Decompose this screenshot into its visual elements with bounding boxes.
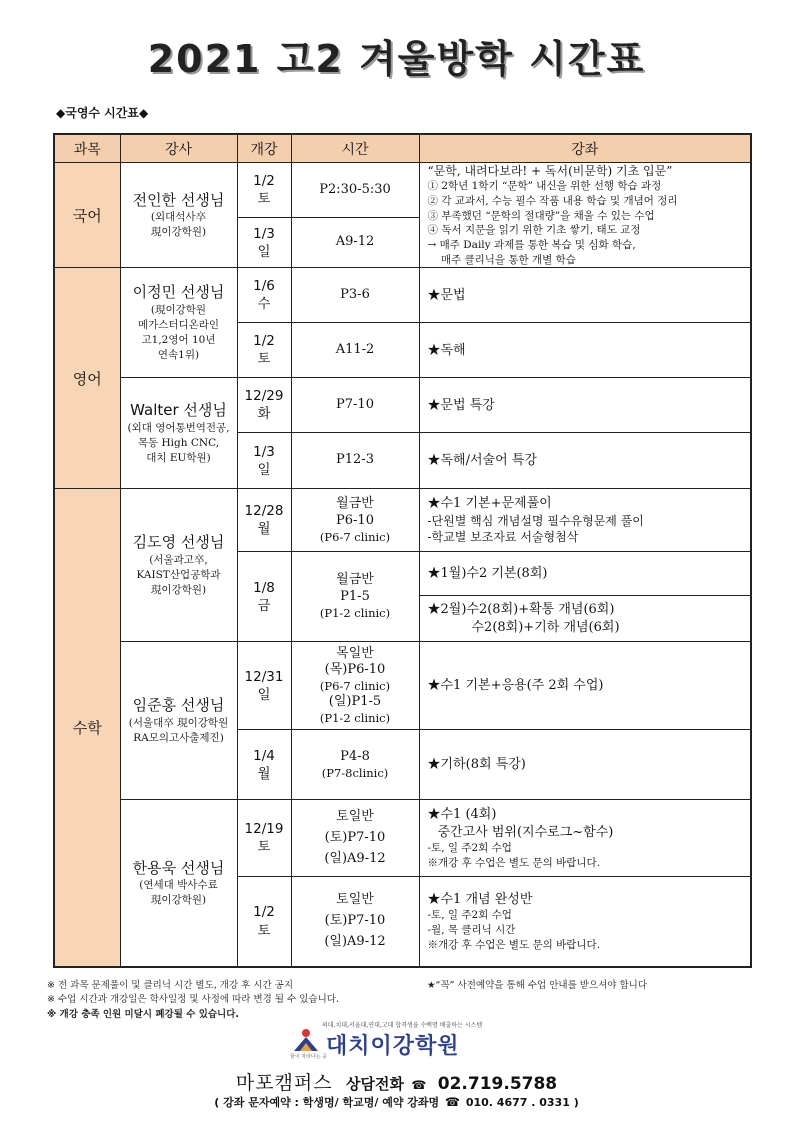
start-date: 12/19 토 — [237, 800, 291, 877]
course-cell: ★1월)수2 기본(8회) — [419, 552, 751, 596]
header-teacher: 강사 — [120, 134, 237, 163]
phone-number: 02.719.5788 — [437, 1074, 558, 1094]
teacher-desc: 現이강학원) — [150, 226, 207, 239]
course-cell: ★독해 — [419, 323, 751, 378]
timetable — [53, 133, 752, 968]
start-date: 12/31 일 — [237, 642, 291, 730]
teacher-cell: 김도영 선생님 (서울과고卒, KAIST산업공학과 現이강학원) — [120, 489, 237, 642]
course-cell: ★수1 기본+문제풀이 -단원별 핵심 개념설명 필수유형문제 풀이 -학교별 보조자료 서술형첨삭 — [419, 489, 751, 552]
start-date: 1/4 월 — [237, 730, 291, 800]
start-date: 1/2 토 — [237, 163, 291, 218]
subject-korean: 국어 — [54, 163, 120, 268]
class-time: 월금반 P6-10 (P6-7 clinic) — [291, 489, 419, 552]
footnote: ※ 수업 시간과 개강일은 학사일정 및 사정에 따라 변경 될 수 있습니다. — [47, 994, 339, 1006]
page-title: 2021 고2 겨울방학 시간표 — [147, 37, 646, 81]
course-cell: ★2월)수2(8회)+확통 개념(6회) 수2(8회)+기하 개념(6회) — [419, 596, 751, 642]
table-row — [54, 378, 751, 433]
sms-reservation — [0, 1094, 793, 1110]
teacher-name: 임준홍 선생님 — [132, 696, 225, 715]
course-cell: ★문법 — [419, 268, 751, 323]
class-time: 토일반 (토)P7-10 (일)A9-12 — [291, 877, 419, 967]
phone-icon: ☎ — [445, 1095, 460, 1109]
logo-tagline: 의대,치대,서울대,연대,고대 합격생을 수백명 배출하는 시스템 — [322, 1022, 483, 1029]
teacher-name: 이정민 선생님 — [132, 283, 225, 302]
campus-line — [0, 1068, 793, 1095]
teacher-desc: (외대석사卒 — [150, 211, 207, 224]
header-time: 시간 — [291, 134, 419, 163]
course-cell: ★수1 기본+응용(주 2회 수업) — [419, 642, 751, 730]
class-time: A9-12 — [291, 218, 419, 268]
logo-name: 대치이강학원 — [326, 1034, 460, 1059]
class-time: A11-2 — [291, 323, 419, 378]
class-time: P12-3 — [291, 433, 419, 489]
class-time: 월금반 P1-5 (P1-2 clinic) — [291, 552, 419, 642]
course-cell: ★문법 특강 — [419, 378, 751, 433]
start-date: 12/28 월 — [237, 489, 291, 552]
sms-prefix: ( 강좌 문자예약 : 학생명/ 학교명/ 예약 강좌명 — [214, 1096, 440, 1109]
teacher-cell: 임준홍 선생님 (서울대卒 現이강학원 RA모의고사출제진) — [120, 642, 237, 800]
teacher-name: Walter 선생님 — [130, 401, 227, 420]
teacher-cell — [120, 163, 237, 268]
class-time: P2:30-5:30 — [291, 163, 419, 218]
header-subject: 과목 — [54, 134, 120, 163]
class-time: P7-10 — [291, 378, 419, 433]
class-time: 토일반 (토)P7-10 (일)A9-12 — [291, 800, 419, 877]
start-date: 12/29 화 — [237, 378, 291, 433]
footnote: ※ 전 과목 문제풀이 및 클리닉 시간 별도, 개강 후 시간 공지 — [47, 980, 294, 991]
table-row — [54, 489, 751, 552]
teacher-name: 전인한 선생님 — [132, 190, 225, 209]
course-cell: “문학, 내려다보라! + 독서(비문학) 기초 입문” ① 2학년 1학기 “문학” 내신을 위한 선행 학습 과정 ② 각 교과서, 수능 필수 작품 내용 학습 및 개념어 정리 ③ 부족했던 “문학의 절대량”을 채울 수 있는 수업 ④ 독서 지문을 읽기 위한 기초 쌓기, 태도 교정 → 매주 Daily 과제를 통한 복습 및 심화 학습, 매주 클리닉을 통한 개별 학습 — [419, 163, 751, 268]
class-time: P3-6 — [291, 268, 419, 323]
subject-math: 수학 — [54, 489, 120, 967]
subject-english: 영어 — [54, 268, 120, 489]
phone-icon: ☎ — [411, 1078, 427, 1092]
teacher-name: 한용욱 선생님 — [132, 858, 225, 877]
class-time: P4-8 (P7-8clinic) — [291, 730, 419, 800]
campus-name: 마포캠퍼스 — [235, 1072, 333, 1094]
course-cell: ★기하(8회 특강) — [419, 730, 751, 800]
course-cell: ★독해/서술어 특강 — [419, 433, 751, 489]
class-time: 목일반 (목)P6-10 (P6-7 clinic) (일)P1-5 (P1-2 clinic) — [291, 642, 419, 730]
sms-number: 010. 4677 . 0331 ) — [465, 1096, 579, 1109]
teacher-name: 김도영 선생님 — [132, 533, 225, 552]
footnotes — [47, 979, 747, 1022]
header-start: 개강 — [237, 134, 291, 163]
teacher-cell: 이정민 선생님 (現이강학원 메가스터디온라인 고1,2영어 10년 연속1위) — [120, 268, 237, 378]
start-date: 1/3 일 — [237, 433, 291, 489]
footnote-bold: ※ 개강 충족 인원 미달시 폐강될 수 있습니다. — [47, 1008, 240, 1020]
start-date: 1/3 일 — [237, 218, 291, 268]
header-row — [54, 134, 751, 163]
start-date: 1/6 수 — [237, 268, 291, 323]
academy-emblem-icon — [292, 1027, 320, 1053]
footnote-reservation: ★“꼭” 사전예약을 통해 수업 안내를 받으셔야 합니다 — [427, 980, 648, 991]
table-row — [54, 268, 751, 323]
teacher-cell: Walter 선생님 (외대 영어통번역전공, 목동 High CNC, 대치 EU학원) — [120, 378, 237, 489]
start-date: 1/2 토 — [237, 323, 291, 378]
start-date: 1/2 토 — [237, 877, 291, 967]
course-cell: ★수1 개념 완성반 -토, 일 주2회 수업 -월, 목 클리닉 시간 ※개강 후 수업은 별도 문의 바랍니다. — [419, 877, 751, 967]
phone-label: 상담전화 — [346, 1075, 404, 1093]
table-row — [54, 800, 751, 877]
teacher-cell: 한용욱 선생님 (연세대 박사수료 現이강학원) — [120, 800, 237, 967]
course-cell: ★수1 (4회) 중간고사 범위(지수로그~함수) -토, 일 주2회 수업 ※개강 후 수업은 별도 문의 바랍니다. — [419, 800, 751, 877]
academy-logo — [290, 1020, 520, 1060]
section-label: ◆국영수 시간표◆ — [56, 106, 149, 120]
table-row — [54, 163, 751, 218]
start-date: 1/8 금 — [237, 552, 291, 642]
header-course: 강좌 — [419, 134, 751, 163]
table-row — [54, 642, 751, 730]
logo-subtext: 꿈이 자라나는 곳 — [290, 1054, 327, 1060]
